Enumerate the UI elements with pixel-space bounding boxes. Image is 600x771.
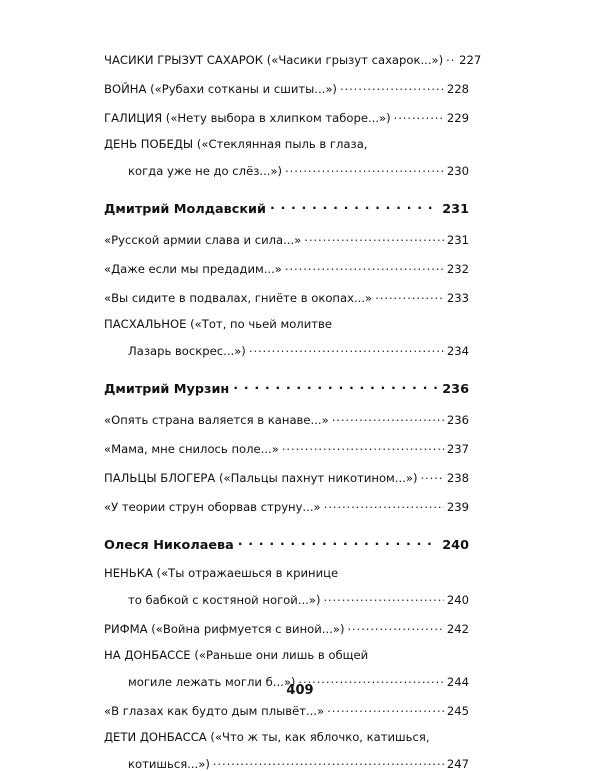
toc-entry[interactable] [104, 108, 469, 125]
entry-row [104, 230, 469, 247]
dot-leader [394, 108, 444, 122]
entry-title: когда уже не до слёз...») [128, 164, 283, 178]
toc-entry[interactable] [104, 566, 469, 607]
entry-row [104, 701, 469, 718]
entry-page-number: 230 [446, 164, 469, 178]
toc-entry[interactable] [104, 230, 469, 247]
entry-title: «Даже если мы предадим...» [104, 262, 282, 276]
entry-row [104, 50, 482, 67]
entry-page-number: 231 [446, 233, 469, 247]
entry-title: ГАЛИЦИЯ («Нету выбора в хлипком таборе...») [104, 111, 391, 125]
entry-page-number: 234 [446, 344, 469, 358]
entry-title-line: НЕНЬКА («Ты отражаешься в кринице [104, 566, 339, 580]
entry-title: «Опять страна валяется в канаве...» [104, 413, 329, 427]
dot-leader [446, 50, 456, 64]
toc-entry[interactable] [104, 497, 469, 514]
toc-entry[interactable] [104, 288, 469, 305]
toc-entry[interactable] [104, 410, 469, 427]
entry-page-number: 229 [446, 111, 469, 125]
entry-row [104, 468, 469, 485]
dot-leader [420, 468, 443, 482]
entry-page-number: 244 [446, 675, 469, 689]
toc-entry[interactable] [104, 701, 469, 718]
dot-leader [304, 230, 444, 244]
entry-row [104, 439, 469, 456]
dot-leader [213, 754, 444, 768]
entry-title: Лазарь воскрес...») [128, 344, 246, 358]
entry-title: «В глазах как будто дым плывёт...» [104, 704, 325, 718]
entry-title: «У теории струн оборвав струну...» [104, 500, 321, 514]
entry-row [104, 619, 469, 636]
author-name: Дмитрий Мурзин [104, 382, 230, 397]
table-of-contents [104, 50, 482, 771]
toc-entry[interactable] [104, 439, 469, 456]
author-page-number: 240 [442, 538, 469, 553]
entry-row [104, 79, 469, 96]
dot-leader [332, 410, 444, 424]
toc-entry[interactable] [104, 730, 469, 771]
entry-page-number: 237 [446, 442, 469, 456]
author-heading[interactable] [104, 378, 469, 397]
dot-leader [285, 161, 444, 175]
entry-row [104, 108, 469, 125]
entry-title-line: ПАСХАЛЬНОЕ («Тот, по чьей молитве [104, 317, 332, 331]
author-heading[interactable] [104, 534, 469, 553]
entry-title-line: НА ДОНБАССЕ («Раньше они лишь в общей [104, 648, 369, 662]
dot-leader [249, 341, 444, 355]
entry-title: могиле лежать могли б...») [128, 675, 296, 689]
entry-page-number: 240 [446, 593, 469, 607]
entry-row [104, 410, 469, 427]
dot-leader [238, 534, 439, 549]
toc-entry[interactable] [104, 317, 469, 358]
toc-entry[interactable] [104, 79, 469, 96]
entry-row [104, 754, 469, 771]
dot-leader [270, 198, 438, 213]
toc-entry[interactable] [104, 137, 469, 178]
entry-title: котишься...») [128, 757, 210, 771]
entry-page-number: 232 [446, 262, 469, 276]
dot-leader [282, 439, 444, 453]
entry-title: ЧАСИКИ ГРЫЗУТ САХАРОК («Часики грызут сахарок...») [104, 53, 444, 67]
toc-entry[interactable] [104, 259, 469, 276]
dot-leader [285, 259, 444, 273]
dot-leader [347, 619, 443, 633]
entry-row [104, 161, 469, 178]
entry-title-line: ДЕТИ ДОНБАССА («Что ж ты, как яблочко, катишься, [104, 730, 430, 744]
author-name: Дмитрий Молдавский [104, 202, 266, 217]
entry-page-number: 245 [446, 704, 469, 718]
author-page-number: 231 [442, 202, 469, 217]
dot-leader [340, 79, 444, 93]
entry-title: то бабкой с костяной ногой...») [128, 593, 321, 607]
entry-title: ПАЛЬЦЫ БЛОГЕРА («Пальцы пахнут никотином...») [104, 471, 418, 485]
entry-page-number: 228 [446, 82, 469, 96]
entry-row [104, 259, 469, 276]
entry-page-number: 236 [446, 413, 469, 427]
entry-title: «Мама, мне снилось поле...» [104, 442, 279, 456]
toc-entry[interactable] [104, 468, 469, 485]
entry-page-number: 242 [446, 622, 469, 636]
page-number: 409 [286, 683, 314, 698]
entry-title: РИФМА («Война рифмуется с виной...») [104, 622, 345, 636]
author-page-number: 236 [442, 382, 469, 397]
dot-leader [323, 590, 443, 604]
dot-leader [375, 288, 444, 302]
entry-title-line: ДЕНЬ ПОБЕДЫ («Стеклянная пыль в глаза, [104, 137, 368, 151]
toc-entry[interactable] [104, 50, 482, 67]
entry-row [104, 341, 469, 358]
entry-page-number: 238 [446, 471, 469, 485]
entry-title: «Русской армии слава и сила...» [104, 233, 302, 247]
entry-page-number: 247 [446, 757, 469, 771]
entry-title: ВОЙНА («Рубахи сотканы и сшиты...») [104, 82, 337, 96]
toc-entry[interactable] [104, 619, 469, 636]
entry-row [104, 497, 469, 514]
entry-title: «Вы сидите в подвалах, гниёте в окопах...» [104, 291, 373, 305]
entry-page-number: 239 [446, 500, 469, 514]
entry-row [104, 288, 469, 305]
dot-leader [233, 378, 438, 393]
author-name: Олеся Николаева [104, 538, 234, 553]
entry-page-number: 233 [446, 291, 469, 305]
entry-row [104, 590, 469, 607]
dot-leader [327, 701, 444, 715]
author-heading[interactable] [104, 198, 469, 217]
dot-leader [324, 497, 444, 511]
entry-page-number: 227 [459, 53, 482, 67]
